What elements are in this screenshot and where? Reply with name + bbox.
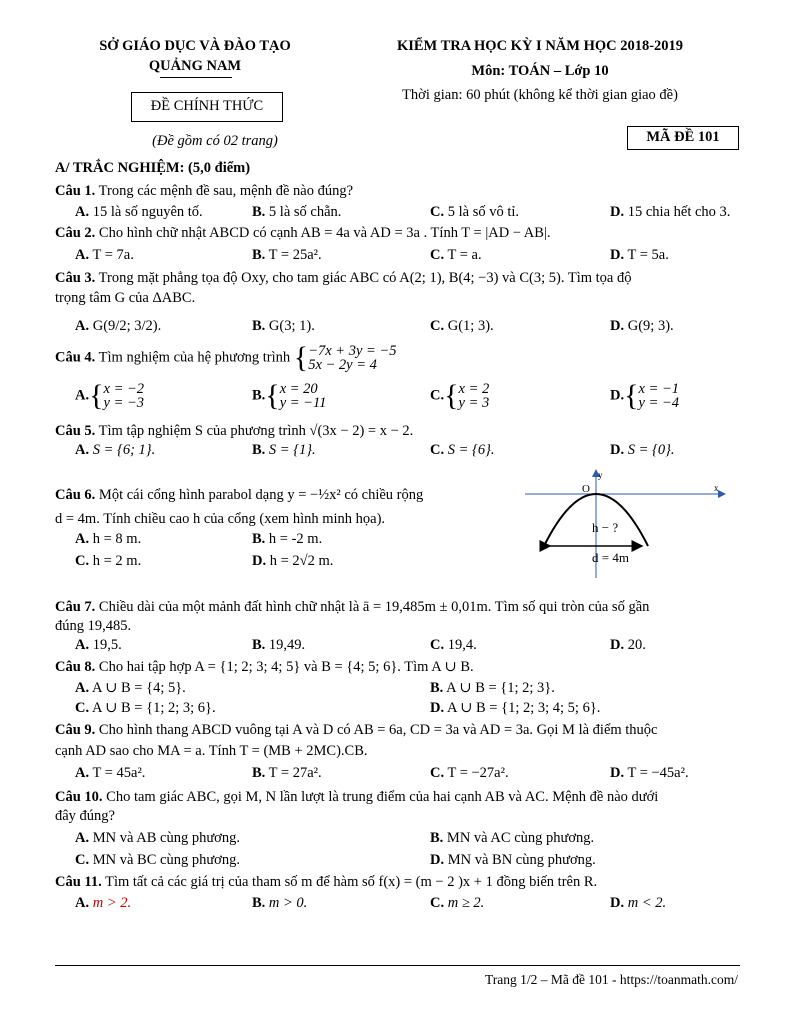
question-11: Câu 11. Tìm tất cả các giá trị của tham số m để hàm số f(x) = (m − 2 )x + 1 đồng biến trên R. [55,874,598,890]
option-a[interactable]: A. m > 2. [75,895,132,911]
official-label: ĐỀ CHÍNH THỨC [150,98,264,114]
province-name: QUẢNG NAM [148,58,242,74]
question-1 [55,183,353,200]
option-d[interactable]: D. MN và BN cùng phương. [430,852,596,868]
question-8: Câu 8. Cho hai tập hợp A = {1; 2; 3; 4; 5} và B = {4; 5; 6}. Tìm A ∪ B. [55,659,474,675]
question-4: Câu 4. Tìm nghiệm của hệ phương trình {−7x + 3y = −5 5x − 2y = 4 [55,341,397,374]
option-d[interactable]: D.{x = −1 y = −4 [610,379,680,412]
option-a[interactable]: A. MN và AB cùng phương. [75,830,240,846]
option-a[interactable]: A.{x = −2 y = −3 [75,379,145,412]
question-2: Câu 2. Cho hình chữ nhật ABCD có cạnh AB = 4a và AD = 3a . Tính T = |AD − AB|. [55,225,551,241]
option-a[interactable]: A. G(9/2; 3/2). [75,318,162,334]
section-title: A/ TRẮC NGHIỆM: (5,0 điểm) [55,160,251,176]
option-c[interactable]: C. 19,4. [430,637,477,653]
question-label: Câu 1. [55,183,96,199]
option-c[interactable]: C.{x = 2 y = 3 [430,379,490,412]
option-c[interactable]: C. T = −27a². [430,765,509,781]
option-b[interactable]: B. T = 25a². [252,247,322,263]
option-b[interactable]: B. G(3; 1). [252,318,315,334]
option-d[interactable]: D. h = 2√2 m. [252,553,334,569]
option-d[interactable]: D. S = {0}. [610,442,675,458]
option-c[interactable]: C. A ∪ B = {1; 2; 3; 6}. [75,700,216,716]
option-a[interactable]: A. T = 45a². [75,765,146,781]
brace: { [293,341,309,374]
question-3-cont: trọng tâm G của ΔABC. [55,290,196,306]
option-d[interactable]: D. G(9; 3). [610,318,674,334]
question-9-cont: cạnh AD sao cho MA = a. Tính T = (MB + 2MC).CB. [55,743,368,759]
option-a[interactable]: A. 19,5. [75,637,122,653]
option-c[interactable]: C. 5 là số vô tỉ. [430,204,520,220]
option-c[interactable]: C. h = 2 m. [75,553,142,569]
option-b[interactable]: B. 19,49. [252,637,306,653]
option-b[interactable]: B. MN và AC cùng phương. [430,830,595,846]
option-b[interactable]: B. T = 27a². [252,765,322,781]
question-7-cont: đúng 19,485. [55,618,132,634]
question-10-cont: đây đúng? [55,808,115,824]
question-10: Câu 10. Cho tam giác ABC, gọi M, N lần lượt là trung điểm của hai cạnh AB và AC. Mệnh đề nào dưới [55,789,659,805]
width-label: d = 4m [592,550,629,565]
option-d[interactable]: D. A ∪ B = {1; 2; 3; 4; 5; 6}. [430,700,601,716]
equation-system: −7x + 3y = −5 5x − 2y = 4 [308,343,397,373]
question-3: Câu 3. Trong mặt phẳng tọa độ Oxy, cho tam giác ABC có A(2; 1), B(4; −3) và C(3; 5). Tìm tọa độ [55,270,632,286]
option-b[interactable]: B. 5 là số chẵn. [252,204,342,220]
department-name: SỞ GIÁO DỤC VÀ ĐÀO TẠO [99,38,291,54]
correct-answer: m > 2. [92,895,132,911]
question-9: Câu 9. Cho hình thang ABCD vuông tại A và D có AB = 6a, CD = 3a và AD = 3a. Gọi M là điểm thuộc [55,722,658,738]
option-a[interactable]: A. h = 8 m. [75,531,142,547]
option-a[interactable]: A. T = 7a. [75,247,134,263]
option-c[interactable]: C. MN và BC cùng phương. [75,852,240,868]
option-b[interactable]: B. h = -2 m. [252,531,323,547]
question-5: Câu 5. Tìm tập nghiệm S của phương trình √(3x − 2) = x − 2. [55,423,414,439]
option-b[interactable]: B.{x = 20 y = −11 [252,379,327,412]
option-a[interactable]: A. S = {6; 1}. [75,442,156,458]
option-d[interactable]: D. m < 2. [610,895,667,911]
exam-title: KIỂM TRA HỌC KỲ I NĂM HỌC 2018-2019 [396,38,684,54]
question-text: Trong các mệnh đề sau, mệnh đề nào đúng? [95,183,354,199]
exam-code: MÃ ĐỀ 101 [646,129,720,145]
option-d[interactable]: D. 15 chia hết cho 3. [610,204,731,220]
height-label: h − ? [592,520,619,535]
option-a[interactable]: A. 15 là số nguyên tố. [75,204,203,220]
question-6-cont: d = 4m. Tính chiều cao h của cổng (xem hình minh họa). [55,511,386,527]
question-7: Câu 7. Chiều dài của một mảnh đất hình chữ nhật là ā = 19,485m ± 0,01m. Tìm số qui tròn của số gần [55,599,650,615]
y-label: y [598,470,603,480]
footer-divider [55,965,740,966]
option-c[interactable]: C. T = a. [430,247,482,263]
page-footer: Trang 1/2 – Mã đề 101 - https://toanmath.com/ [485,972,738,987]
parabola-figure [520,466,730,578]
x-label: x [714,483,719,493]
question-6: Câu 6. Một cái cổng hình parabol dạng y = −½x² có chiều rộng [55,487,424,503]
option-a[interactable]: A. A ∪ B = {4; 5}. [75,680,186,696]
option-c[interactable]: C. G(1; 3). [430,318,494,334]
option-c[interactable]: C. m ≥ 2. [430,895,485,911]
option-d[interactable]: D. T = 5a. [610,247,669,263]
header-underline [160,77,232,78]
option-b[interactable]: B. m > 0. [252,895,308,911]
option-d[interactable]: D. 20. [610,637,646,653]
option-b[interactable]: B. S = {1}. [252,442,316,458]
exam-time: Thời gian: 60 phút (không kể thời gian giao đề) [402,87,678,103]
option-b[interactable]: B. A ∪ B = {1; 2; 3}. [430,680,555,696]
origin-label: O [582,483,590,495]
exam-subject: Môn: TOÁN – Lớp 10 [471,63,609,79]
option-d[interactable]: D. T = −45a². [610,765,689,781]
option-c[interactable]: C. S = {6}. [430,442,495,458]
pages-note: (Đề gồm có 02 trang) [152,133,278,149]
